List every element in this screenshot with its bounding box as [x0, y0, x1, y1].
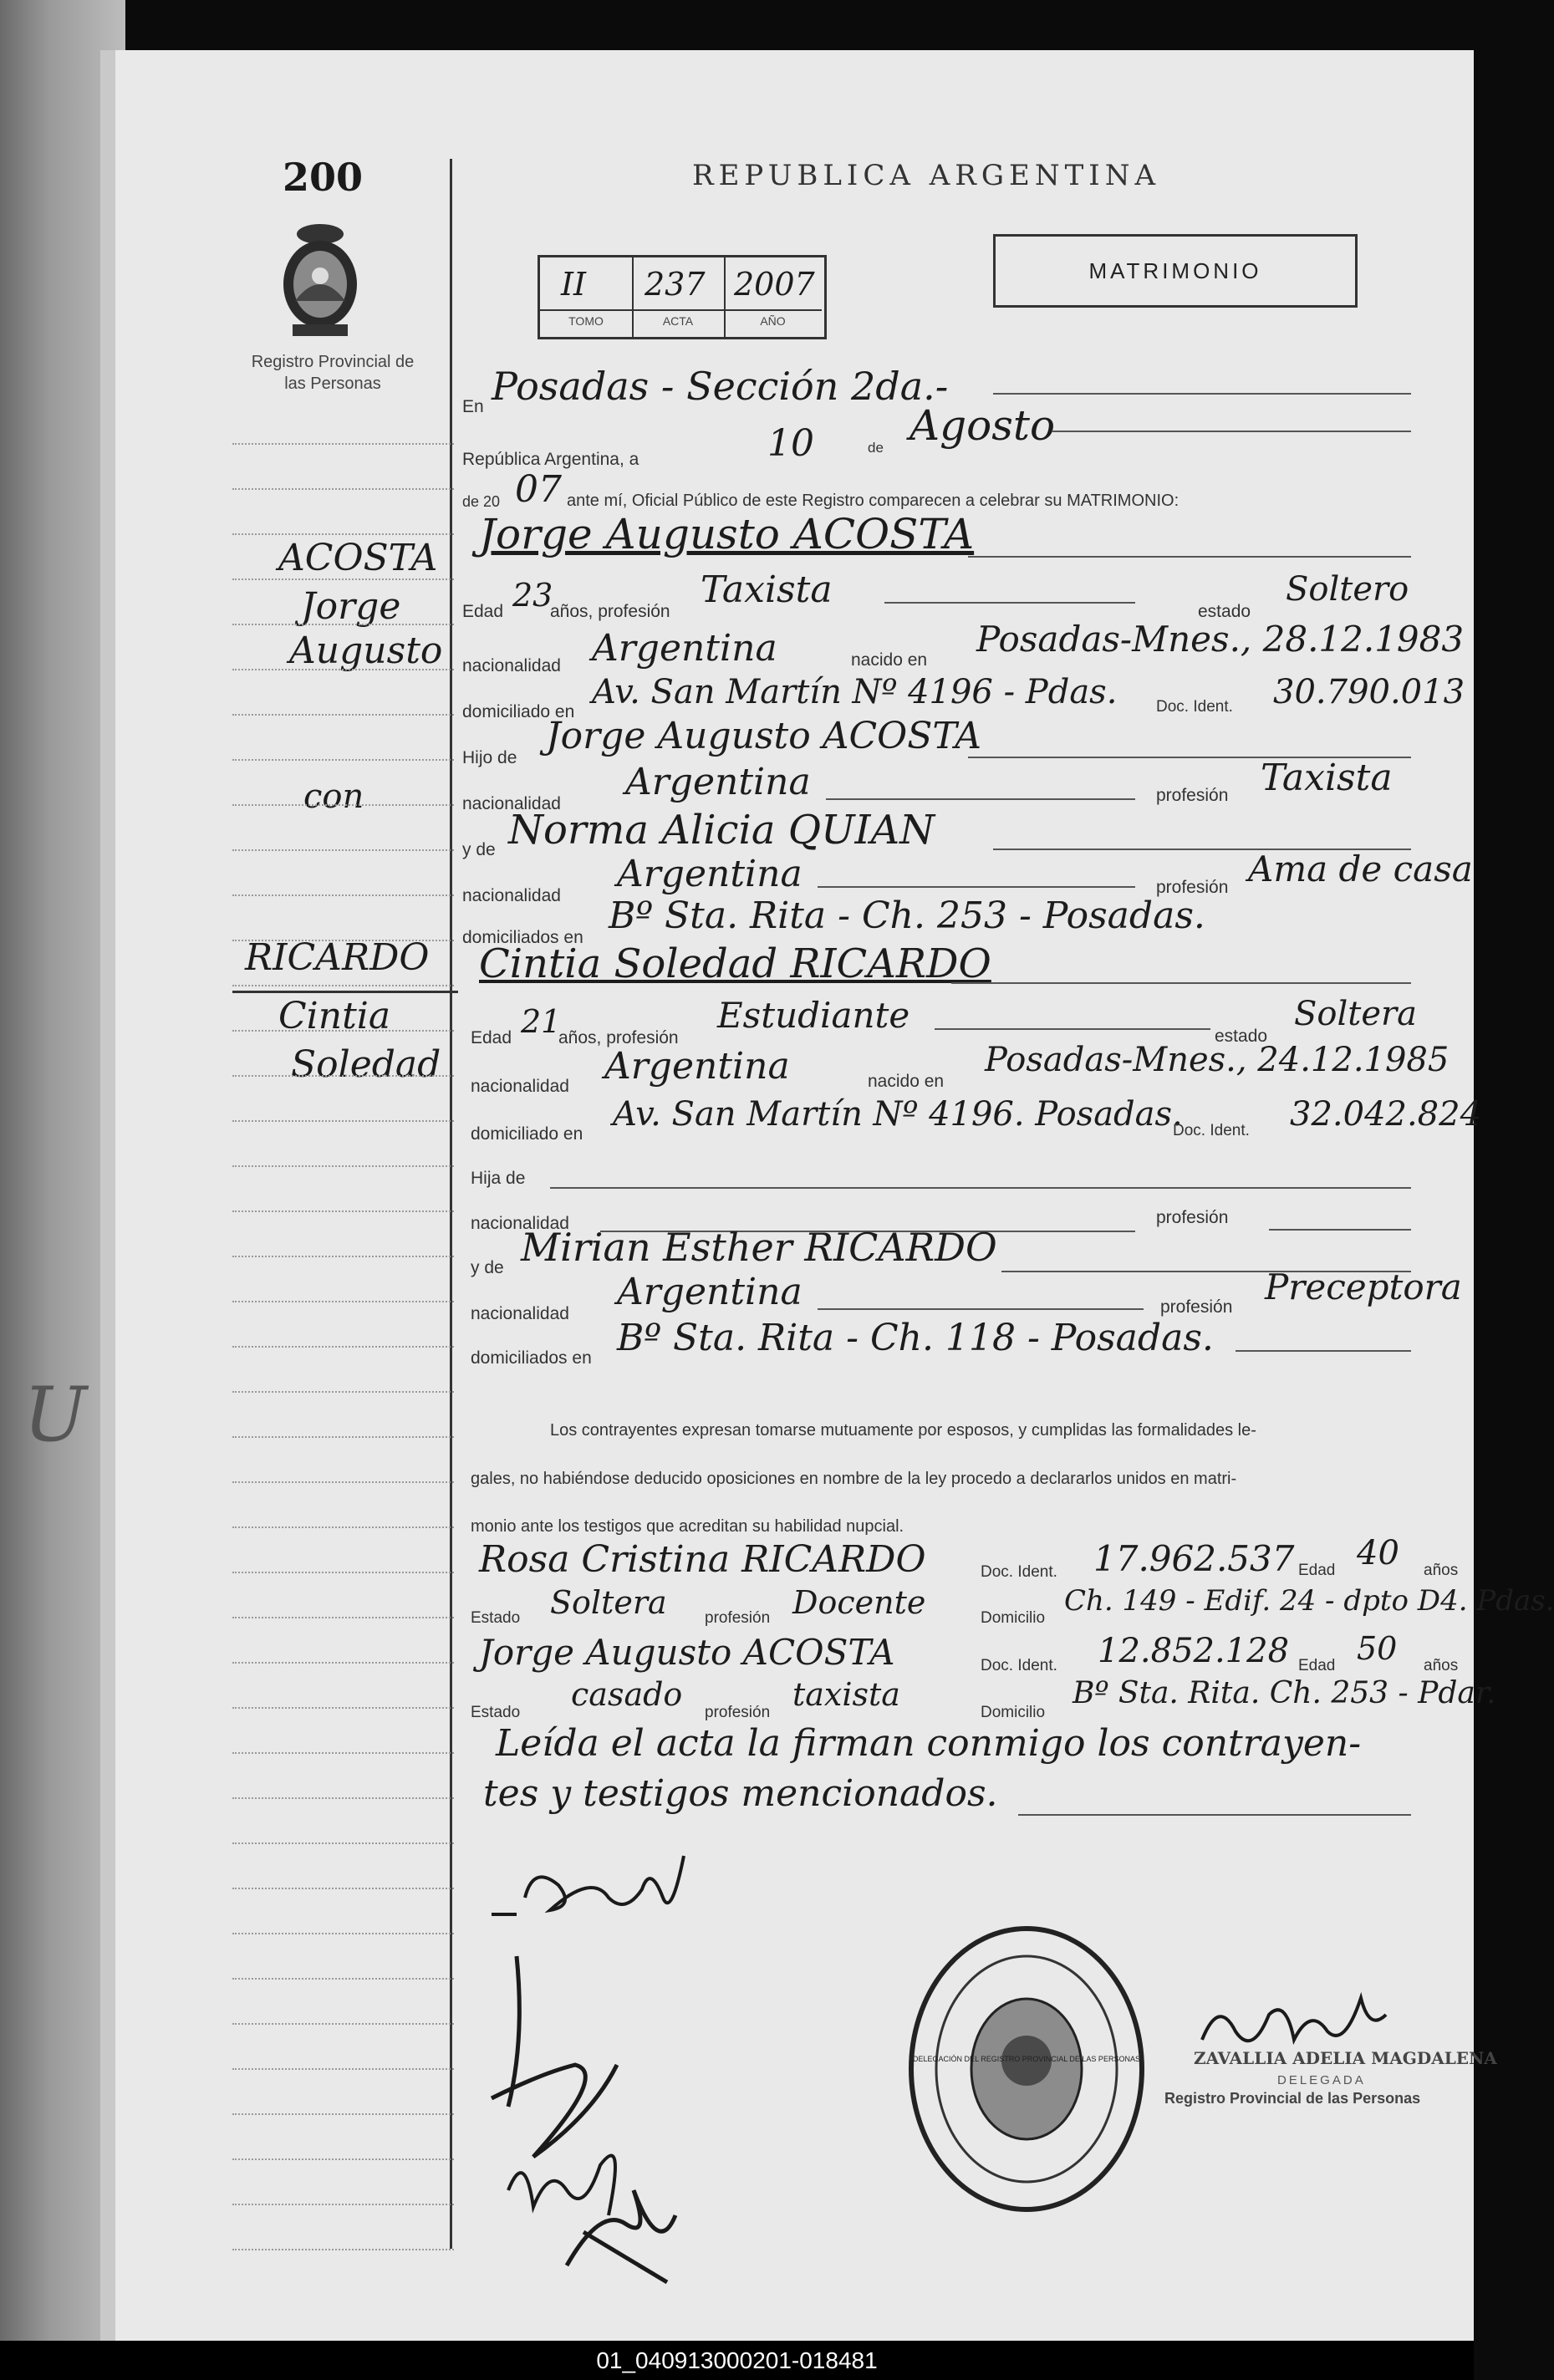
- footer-id: 01_040913000201-018481: [0, 2341, 1474, 2380]
- witness-2-name: Jorge Augusto ACOSTA: [479, 1632, 895, 1673]
- witness-2-prof-label: profesión: [705, 1704, 771, 1721]
- margin-rule-line: [232, 1165, 454, 1167]
- acta-value: 237: [645, 266, 706, 303]
- margin-rule-line: [232, 2204, 454, 2205]
- witness-2-anos-label: años: [1424, 1657, 1459, 1674]
- margin-rule-line: [232, 714, 454, 716]
- page-number: 200: [283, 155, 364, 200]
- bride-mother-nat-label: nacionalidad: [471, 1304, 569, 1323]
- declaration-line-1: Los contrayentes expresan tomarse mutuamente por esposos, y cumplidas las formalidades le-: [550, 1421, 1256, 1440]
- witness-2-estado: casado: [571, 1676, 683, 1713]
- bride-edad-label: Edad: [471, 1028, 512, 1047]
- declaration-line-2: gales, no habiéndose deducido oposiciones en nombre de la ley procedo a declararlos unidos en matri-: [471, 1470, 1237, 1488]
- groom-age: 23: [512, 577, 553, 614]
- place-value: Posadas - Sección 2da.-: [492, 364, 949, 409]
- margin-rule-line: [232, 1256, 454, 1257]
- margin-rule-line: [232, 1210, 454, 1212]
- margin-rule-line: [232, 1978, 454, 1980]
- margin-rule-line: [232, 849, 454, 851]
- margin-rule-line: [232, 2249, 454, 2250]
- groom-father-nat-label: nacionalidad: [462, 794, 561, 813]
- bride-anos-label: años, profesión: [558, 1028, 679, 1047]
- groom-nationality: Argentina: [592, 627, 777, 670]
- bride-father-prof-label: profesión: [1156, 1208, 1229, 1227]
- margin-rule-line: [232, 1662, 454, 1664]
- margin-rule-line: [232, 940, 454, 941]
- record-type-box: [993, 234, 1358, 308]
- official-seal-stamp: [905, 1923, 1148, 2215]
- tomo-value: II: [561, 266, 587, 303]
- margin-rule-line: [232, 1933, 454, 1934]
- witness-1-anos-label: años: [1424, 1562, 1459, 1579]
- bride-estado: Soltera: [1294, 995, 1417, 1033]
- witness-1-estado: Soltera: [550, 1584, 667, 1621]
- witness-1-doc-label: Doc. Ident.: [981, 1563, 1057, 1581]
- margin-groom-middle: Augusto: [289, 629, 443, 672]
- groom-father-nationality: Argentina: [625, 761, 811, 803]
- groom-nacido-label: nacido en: [851, 650, 928, 670]
- year-value: 07: [515, 468, 562, 511]
- witness-1-edad-label: Edad: [1298, 1562, 1336, 1579]
- bride-signature: [483, 1839, 701, 1931]
- witness-2-doc: 12.852.128: [1098, 1632, 1290, 1670]
- margin-side-mark: U: [23, 1371, 87, 1459]
- margin-rule-line: [232, 1572, 454, 1573]
- groom-father-label: Hijo de: [462, 748, 517, 767]
- witness-1-estado-label: Estado: [471, 1609, 521, 1627]
- bride-name: Cintia Soledad RICARDO: [479, 940, 991, 987]
- groom-father-profession: Taxista: [1261, 757, 1393, 799]
- groom-estado: Soltero: [1286, 570, 1409, 609]
- bride-estado-label: estado: [1215, 1027, 1268, 1046]
- margin-rule-line: [232, 1391, 454, 1393]
- witness-1-name: Rosa Cristina RICARDO: [479, 1538, 926, 1581]
- groom-mother-nat-label: nacionalidad: [462, 886, 561, 905]
- groom-and-witness-signatures: [475, 1939, 709, 2291]
- groom-address: Av. San Martín Nº 4196 - Pdas.: [592, 673, 1118, 711]
- groom-parents-address: Bº Sta. Rita - Ch. 253 - Posadas.: [609, 894, 1205, 937]
- margin-rule-line: [232, 2113, 454, 2115]
- witness-1-profession: Docente: [792, 1584, 926, 1621]
- margin-rule-line: [232, 1030, 454, 1032]
- bride-nacido-label: nacido en: [868, 1072, 945, 1091]
- witness-1-doc: 17.962.537: [1093, 1538, 1295, 1579]
- groom-mother-nationality: Argentina: [617, 853, 802, 895]
- groom-mother-profession: Ama de casa: [1248, 849, 1473, 889]
- country-header: REPUBLICA ARGENTINA: [692, 159, 1161, 192]
- bride-domicilio-label: domiciliado en: [471, 1124, 583, 1144]
- margin-rule-line: [232, 669, 454, 670]
- closing-note-line-2: tes y testigos mencionados.: [483, 1772, 998, 1815]
- bride-parents-address: Bº Sta. Rita - Ch. 118 - Posadas.: [617, 1317, 1214, 1359]
- margin-rule-line: [232, 488, 454, 490]
- margin-rule-line: [232, 1797, 454, 1799]
- witness-1-address: Ch. 149 - Edif. 24 - dpto D4. Pdas.: [1064, 1584, 1554, 1618]
- groom-birth: Posadas-Mnes., 28.12.1983: [976, 619, 1465, 660]
- groom-doc: 30.790.013: [1273, 673, 1465, 711]
- stamp-text: DELEGACIÓN DEL REGISTRO PROVINCIAL DE LAS PERSONAS: [913, 2055, 1140, 2063]
- bride-mother: Mirian Esther RICARDO: [521, 1225, 997, 1270]
- margin-rule-line: [232, 1752, 454, 1754]
- margin-separator: con: [303, 777, 364, 816]
- witness-1-age: 40: [1357, 1534, 1399, 1572]
- bride-doc: 32.042.824: [1290, 1095, 1482, 1134]
- margin-bride-middle: Soledad: [291, 1043, 441, 1086]
- ano-value: 2007: [734, 266, 815, 303]
- margin-rule-line: [232, 1120, 454, 1122]
- groom-estado-label: estado: [1198, 602, 1251, 621]
- margin-rule-line: [232, 533, 454, 535]
- bride-age: 21: [521, 1003, 562, 1040]
- margin-rule-line: [232, 894, 454, 896]
- margin-rule-line: [232, 443, 454, 445]
- groom-parents-dom-label: domiciliados en: [462, 928, 583, 947]
- groom-doc-label: Doc. Ident.: [1156, 698, 1233, 716]
- margin-rule-line: [232, 1436, 454, 1438]
- coat-of-arms-icon: [274, 217, 366, 343]
- year-prefix: de 20: [462, 493, 501, 510]
- witness-2-address: Bº Sta. Rita. Ch. 253 - Pdar.: [1073, 1676, 1496, 1710]
- margin-rule-line: [232, 1346, 454, 1348]
- bride-father-nat-label: nacionalidad: [471, 1214, 569, 1233]
- groom-profession: Taxista: [701, 568, 833, 611]
- witness-2-age: 50: [1357, 1630, 1398, 1667]
- margin-rule-line: [232, 624, 454, 625]
- groom-mother: Norma Alicia QUIAN: [508, 807, 935, 854]
- bride-address: Av. San Martín Nº 4196. Posadas.: [613, 1095, 1183, 1134]
- registry-name: Registro Provincial de las Personas: [251, 353, 415, 393]
- declaration-line-3: monio ante los testigos que acreditan su habilidad nupcial.: [471, 1517, 904, 1536]
- place-label: En: [462, 397, 484, 416]
- ano-label: AÑO: [760, 314, 786, 328]
- margin-groom-first: Jorge: [301, 585, 401, 628]
- margin-rule-line: [232, 1301, 454, 1302]
- margin-rule-line: [232, 2068, 454, 2070]
- month-value: Agosto: [909, 401, 1056, 450]
- closing-note-line-1: Leída el acta la firman conmigo los contrayen-: [496, 1722, 1362, 1765]
- margin-rule-line: [232, 1481, 454, 1483]
- margin-rule-line: [232, 804, 454, 806]
- official-title: DELEGADA: [1277, 2073, 1366, 2087]
- official-office: Registro Provincial de las Personas: [1164, 2090, 1421, 2107]
- groom-father: Jorge Augusto ACOSTA: [546, 715, 982, 757]
- bride-nacionalidad-label: nacionalidad: [471, 1077, 569, 1096]
- bride-mother-label: y de: [471, 1258, 504, 1277]
- bride-profession: Estudiante: [717, 995, 910, 1036]
- margin-rule-line: [232, 1888, 454, 1889]
- margin-rule-line: [232, 578, 454, 580]
- margin-rule-line: [232, 1075, 454, 1077]
- margin-rule-line: [232, 1526, 454, 1528]
- margin-rule-line: [232, 1842, 454, 1844]
- margin-rule-line: [232, 1617, 454, 1618]
- bride-father-label: Hija de: [471, 1169, 526, 1188]
- document-page: [23, 50, 1554, 2341]
- bride-parents-dom-label: domiciliados en: [471, 1348, 592, 1368]
- month-label: de: [868, 440, 884, 456]
- margin-rule-line: [232, 759, 454, 761]
- witness-2-edad-label: Edad: [1298, 1657, 1336, 1674]
- groom-domicilio-label: domiciliado en: [462, 702, 575, 721]
- groom-mother-prof-label: profesión: [1156, 878, 1229, 897]
- margin-groom-surname: ACOSTA: [278, 537, 438, 579]
- witness-1-prof-label: profesión: [705, 1609, 771, 1627]
- margin-rule-line: [232, 985, 454, 986]
- bride-mother-prof-label: profesión: [1160, 1297, 1233, 1317]
- acta-box: [538, 255, 827, 339]
- tomo-label: TOMO: [568, 314, 604, 328]
- groom-name: Jorge Augusto ACOSTA: [479, 510, 975, 558]
- witness-2-doc-label: Doc. Ident.: [981, 1657, 1057, 1674]
- groom-father-prof-label: profesión: [1156, 786, 1229, 805]
- bride-nationality: Argentina: [604, 1045, 790, 1088]
- groom-edad-label: Edad: [462, 602, 504, 621]
- record-type: MATRIMONIO: [1088, 258, 1262, 283]
- acta-label: ACTA: [662, 314, 694, 328]
- day-value: 10: [767, 422, 814, 465]
- witness-2-profession: taxista: [792, 1676, 900, 1713]
- margin-divider: [450, 159, 452, 2249]
- margin-rule-line: [232, 1707, 454, 1709]
- margin-bride-surname: RICARDO: [245, 936, 430, 979]
- witness-2-estado-label: Estado: [471, 1704, 521, 1721]
- margin-rule-line: [232, 2158, 454, 2160]
- bride-doc-label: Doc. Ident.: [1173, 1122, 1250, 1139]
- margin-rule-line: [232, 2023, 454, 2025]
- witness-1-domicilio-label: Domicilio: [981, 1609, 1046, 1627]
- official-name: ZAVALLIA ADELIA MAGDALENA: [1194, 2048, 1497, 2068]
- groom-nacionalidad-label: nacionalidad: [462, 656, 561, 675]
- witness-2-domicilio-label: Domicilio: [981, 1704, 1046, 1721]
- groom-anos-label: años, profesión: [550, 602, 670, 621]
- bride-mother-nationality: Argentina: [617, 1271, 802, 1313]
- header-statement: ante mí, Oficial Público de este Registro comparecen a celebrar su MATRIMONIO:: [567, 492, 1180, 510]
- bride-mother-profession: Preceptora: [1265, 1266, 1462, 1307]
- groom-mother-label: y de: [462, 840, 496, 859]
- republica-label: República Argentina, a: [462, 450, 639, 469]
- margin-bride-first: Cintia: [278, 995, 391, 1037]
- bride-birth: Posadas-Mnes., 24.12.1985: [985, 1041, 1450, 1079]
